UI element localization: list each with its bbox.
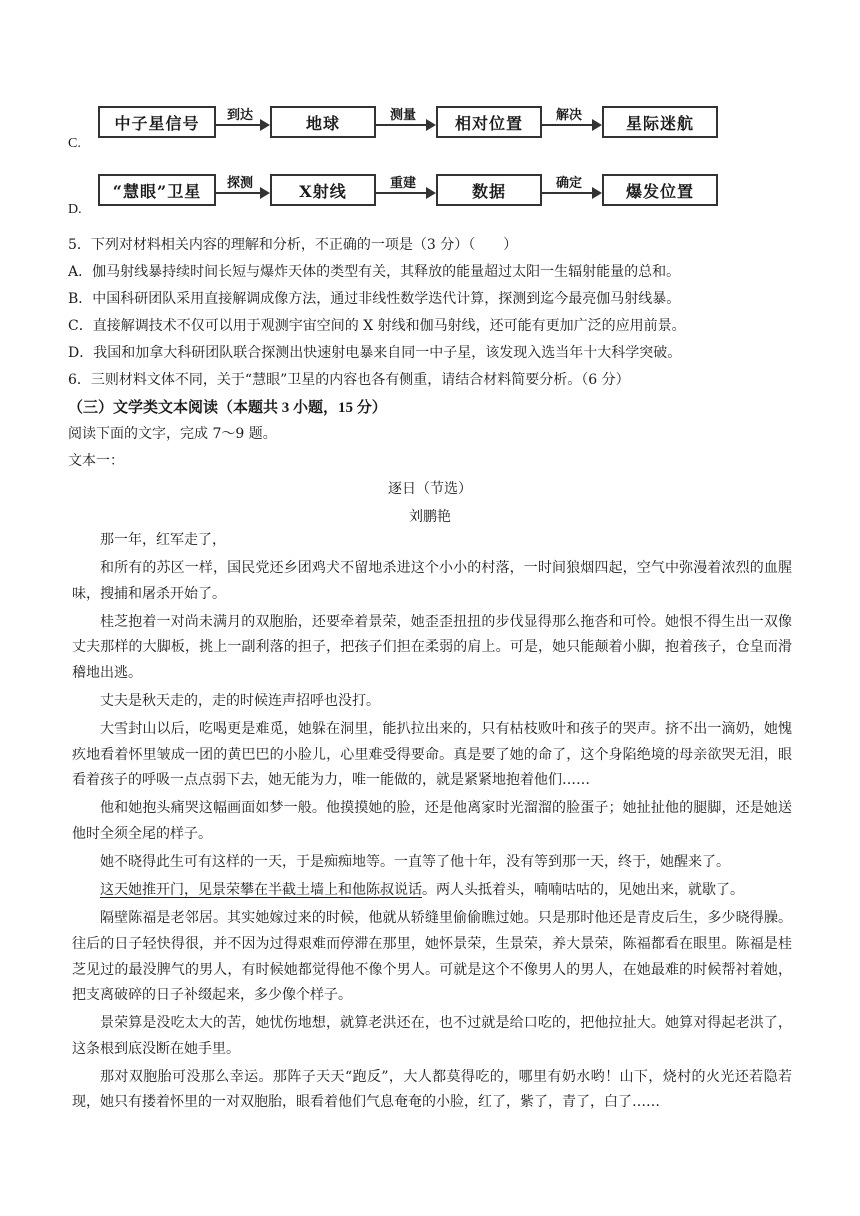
arrow-right-icon bbox=[426, 187, 436, 199]
arrow-right-icon bbox=[426, 119, 436, 131]
flow-arrow-label: 确定 bbox=[555, 176, 582, 191]
section-heading: （三）文学类文本阅读（本题共 3 小题，15 分） bbox=[68, 400, 387, 416]
question-5-option-b: B．中国科研团队采用直接解调成像方法，通过非线性数学迭代计算，探测到迄今最亮伽马射线暴。 bbox=[68, 291, 681, 307]
passage-body bbox=[72, 528, 792, 1119]
flow-arrow bbox=[216, 172, 270, 212]
option-d-letter: D. bbox=[68, 202, 82, 217]
paragraph-rest: 。两人头抵着头，喃喃咕咕的，见她出来，就歇了。 bbox=[422, 882, 744, 899]
flow-box: 数据 bbox=[436, 174, 542, 206]
flow-box: 地球 bbox=[270, 106, 376, 138]
flow-arrow-label: 重建 bbox=[389, 176, 416, 191]
paragraph: 她不晓得此生可有这样的一天，于是痴痴地等。一直等了他十年，没有等到那一天，终于，她醒来了。 bbox=[100, 854, 730, 871]
option-c-letter: C. bbox=[68, 136, 81, 151]
question-5-stem: 5．下列对材料相关内容的理解和分析，不正确的一项是（3 分）（ ） bbox=[68, 237, 518, 253]
question-5-option-c: C．直接解调技术不仅可以用于观测宇宙空间的 X 射线和伽马射线，还可能有更加广泛的应用前景。 bbox=[68, 318, 686, 334]
arrow-right-icon bbox=[592, 187, 602, 199]
paragraph: 景荣算是没吃太大的苦，她忧伤地想，就算老洪还在，也不过就是给口吃的，把他拉扯大。她算对得起老洪了，这条根到底没断在她手里。 bbox=[72, 1015, 792, 1057]
text-label: 文本一： bbox=[68, 453, 124, 469]
flow-arrow-label: 探测 bbox=[226, 176, 253, 191]
passage-author: 刘鹏艳 bbox=[409, 509, 451, 525]
arrow-right-icon bbox=[592, 119, 602, 131]
arrow-right-icon bbox=[260, 187, 270, 199]
paragraph: 大雪封山以后，吃喝更是难觅，她躲在洞里，能扒拉出来的，只有枯枝败叶和孩子的哭声。挤不出一滴奶，她愧疚地看着怀里皱成一团的黄巴巴的小脸儿，心里难受得要命。真是要了她的命了，这个身陷绝境的母亲欲哭无泪，眼看着孩子的呼吸一点点弱下去，她无能为力，唯一能做的，就是紧紧地抱着他们…… bbox=[72, 721, 792, 789]
flowchart-option-c bbox=[98, 104, 720, 144]
flow-arrow-label: 测量 bbox=[389, 108, 416, 123]
flow-box: X射线 bbox=[270, 174, 376, 206]
flow-box: “慧眼”卫星 bbox=[98, 174, 216, 206]
flow-box: 相对位置 bbox=[436, 106, 542, 138]
question-5-option-d: D．我国和加拿大科研团队联合探测出快速射电暴来自同一中子星，该发现入选当年十大科学突破。 bbox=[68, 345, 682, 361]
flow-arrow bbox=[542, 104, 602, 144]
question-6: 6．三则材料文体不同，关于“慧眼”卫星的内容也各有侧重，请结合材料简要分析。（6 分） bbox=[68, 372, 630, 388]
passage-title: 逐日（节选） bbox=[388, 481, 472, 497]
paragraph: 和所有的苏区一样，国民党还乡团鸡犬不留地杀进这个小小的村落，一时间狼烟四起，空气中弥漫着浓烈的血腥味，搜捕和屠杀开始了。 bbox=[72, 560, 792, 602]
arrow-right-icon bbox=[260, 119, 270, 131]
flow-arrow bbox=[542, 172, 602, 212]
flow-arrow-label: 到达 bbox=[226, 108, 253, 123]
paragraph: 隔壁陈福是老邻居。其实她嫁过来的时候，他就从轿缝里偷偷瞧过她。只是那时他还是青皮后生，多少晓得臊。往后的日子轻快得很，并不因为过得艰难而停滞在那里，她怀景荣，生景荣，养大景荣，陈福都看在眼里。陈福是桂芝见过的最没脾气的男人，有时候她都觉得他不像个男人。可就是这个不像男人的男人，在她最难的时候帮衬着她，把支离破碎的日子补缀起来，多少像个样子。 bbox=[72, 910, 792, 1004]
paragraph: 他和她抱头痛哭这幅画面如梦一般。他摸摸她的脸，还是他离家时光溜溜的脸蛋子；她扯扯他的腿脚，还是她送他时全须全尾的样子。 bbox=[72, 800, 792, 843]
section-instruction: 阅读下面的文字，完成 7～9 题。 bbox=[68, 426, 277, 442]
paragraph bbox=[72, 878, 792, 904]
paragraph: 桂芝抱着一对尚未满月的双胞胎，还要牵着景荣，她歪歪扭扭的步伐显得那么拖沓和可怜。她恨不得生出一双像丈夫那样的大脚板，挑上一副利落的担子，把孩子们担在柔弱的肩上。可是，她只能颠着小脚，抱着孩子，仓皇而滑稽地出逃。 bbox=[72, 613, 792, 681]
flowchart-option-d bbox=[98, 172, 720, 212]
flow-box: 星际迷航 bbox=[602, 106, 718, 138]
flow-arrow bbox=[216, 104, 270, 144]
question-5-option-a: A．伽马射线暴持续时间长短与爆炸天体的类型有关，其释放的能量超过太阳一生辐射能量的总和。 bbox=[68, 264, 681, 280]
paragraph: 那对双胞胎可没那么幸运。那阵子天天“跑反”，大人都莫得吃的，哪里有奶水哟！山下，烧村的火光还若隐若现，她只有搂着怀里的一对双胞胎，眼看着他们气息奄奄的小脸，红了，紫了，青了，白了…… bbox=[72, 1068, 792, 1111]
flow-box: 爆发位置 bbox=[602, 174, 718, 206]
flow-arrow bbox=[376, 172, 436, 212]
flow-arrow-label: 解决 bbox=[555, 108, 582, 123]
underlined-sentence: 这天她推开门，见景荣攀在半截土墙上和他陈叔说话 bbox=[100, 882, 422, 899]
flow-box: 中子星信号 bbox=[98, 106, 216, 138]
paragraph: 丈夫是秋天走的，走的时候连声招呼也没打。 bbox=[100, 693, 380, 710]
flow-arrow bbox=[376, 104, 436, 144]
paragraph: 那一年，红军走了， bbox=[100, 532, 226, 548]
